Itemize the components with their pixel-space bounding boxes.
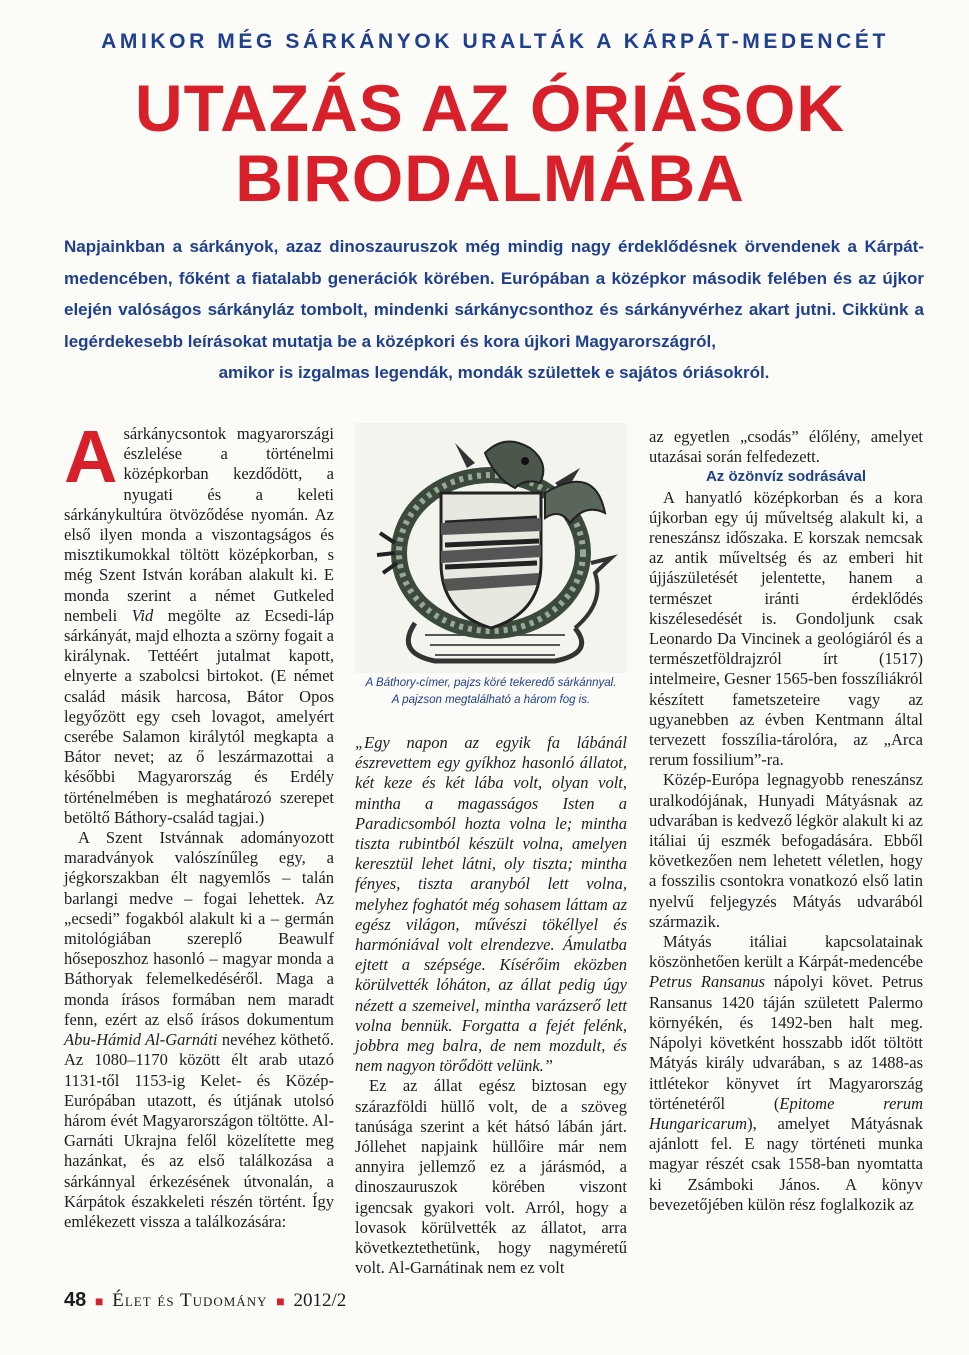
kicker: AMIKOR MÉG SÁRKÁNYOK URALTÁK A KÁRPÁT-MEDENCÉT [101, 30, 889, 53]
caption-line-2: A pajzson megtalálható a három fog is. [391, 694, 591, 706]
text: Mátyás itáliai kapcsolatainak köszönhetően került a Kárpát-medencébe [649, 932, 923, 972]
article-title-line-2: BIRODALMÁBA [235, 141, 745, 215]
paragraph [64, 415, 334, 828]
text: A Szent Istvánnak adományozott maradványok valószínűleg egy, a jégkorszakban élt nagyemlős – talán barlangi medve – fogai lehettek. Az „ecsedi” fogakból alakult ki a – germán mitológiában szereplő Beawulf hőseposzhoz hasonló – magyar monda a Báthoryak felemelkedéséről. Maga a monda írásos formában nem maradt fenn, ezért az első írásos dokumentum [64, 828, 334, 1029]
figure-caption [355, 675, 627, 709]
text: nápolyi követ. Petrus Ransanus 1420 táján született Palermo környékén, és 1492-ben halt meg. Nápolyi követként hosszabb időt töltött Mátyás király udvarában, s az 1488-as ittlétekor könyvet írt Magyarország történetéről ( [649, 972, 924, 1113]
book-title: Epitome rerum Hungaricarum [649, 1093, 923, 1133]
text: megölte az Ecsedi-láp sárkányát, majd elhozta a szörny fogait a királynak. Tettéért jutalmat kapott, elnyerte a szabolcsi birtokot. (E német család másik harcosa, Bátor Opos legyőzött egy cseh lovagot, amelyért cserébe Salamon királytól megkapta a Bátor nevet; az ő leszármazottai a későbbi Magyarország és Erdély történelmében is meghatározó szerepet betöltő Báthory-család tagjai.) [64, 605, 334, 827]
name: Petrus Ransanus [649, 972, 766, 992]
lead-last-line: amikor is izgalmas legendák, mondák születtek e sajátos óriásokról. [218, 363, 770, 382]
paragraph: az egyetlen „csodás” élőlény, amelyet utazásai során felfedezett. [649, 427, 923, 467]
lead-paragraph [64, 231, 924, 389]
page-footer [64, 1289, 346, 1312]
column-1 [64, 415, 334, 1232]
issue-number: 2012/2 [293, 1290, 347, 1311]
paragraph: Ez az állat egész biztosan egy szárazföldi hüllő volt, de a szöveg tanúsága szerint a két hátsó lábán járt. Jóllehet napjaink hüllőire már nem annyira jellemző ez a járásmód, a dinoszauruszok körében viszont igencsak gyakori volt. Arról, hogy a lovasok körülvették az állatot, arra következtethetünk, hogy nagyméretű volt. Al-Garnátinak nem ez volt [355, 1076, 627, 1278]
text: sárkánycsontok magyarországi észlelése a történelmi középkorban kezdődött, a nyugati és a keleti sárkánykultúra ötvöződése nyomán. Az első ilyen monda a viszontagságos és misztikumokkal töltött középkorban, s még Szent István korában alakult ki. E monda szerint a német Gutkeled nembeli [64, 424, 334, 625]
name: Abu-Hámid Al-Garnáti [64, 1030, 218, 1050]
article-title-line-1: UTAZÁS AZ ÓRIÁSOK [135, 71, 845, 145]
bathory-coat-of-arms-image [355, 423, 627, 673]
page-number: 48 [64, 1289, 87, 1311]
paragraph: Közép-Európa legnagyobb reneszánsz uralkodójának, Hunyadi Mátyásnak az udvarában is kedvező légkör alakult ki az itáliai új eszmék befogadására. Ebből következően nem lehetett véletlen, hogy a fosszilis csontokra vonatkozó első latin nyelvű feljegyzés Mátyás udvarából származik. [649, 770, 923, 931]
magazine-name: Élet és Tudomány [112, 1290, 268, 1311]
separator-square-icon: ■ [276, 1295, 285, 1310]
section-subheading: Az özönvíz sodrásával [705, 468, 867, 486]
drop-cap: A [64, 415, 118, 498]
column-3 [649, 427, 923, 1215]
caption-line-1: A Báthory-címer, pajzs köré tekeredő sárkánnyal. [365, 677, 617, 689]
name: Vid [131, 605, 154, 625]
lead-text: Napjainkban a sárkányok, azaz dinoszauruszok még mindig nagy érdeklődésnek örvendenek a Kárpát-medencében, főként a fiatalabb generációk körében. Európában a középkor második felében és az újkor elején valóságos sárkányláz tombolt, mindenki sárkánycsonthoz és sárkányvérhez akart jutni. Cikkünk a legérdekesebb leírásokat mutatja be a középkori és kora újkori Magyarországról, [64, 237, 924, 351]
text: nevéhez köthető. Az 1080–1170 között élt arab utazó 1131-től 1153-ig Kelet- és Közép-Európában utazott, és útjának utolsó három évét Magyarországon töltötte. Al-Garnáti Ukrajna felől közelítette meg hazánkat, és az első találkozása a sárkánnyal érkezésének útvonalán, a Kárpátok északkeleti részén történt. Így emlékezett vissza a találkozására: [64, 1030, 334, 1231]
paragraph: A hanyatló középkorban és a kora újkorban egy új műveltség alakult ki, a reneszánsz időszaka. E korszak nemcsak az antik műveltség és az emberi hit újjászületését jelentette, hanem a természet iránti érdeklődés kiszélesedését is. Gondoljunk csak Leonardo Da Vincinek a geológiáról és a természetföldrajzról írt (1517) intelmeire, Gesner 1565-ben fosszíliákról készített fametszeteire vagy az ugyanebben az évben Kentmann által tervezett fosszília-tárolóra, az „Arca rerum fossilium”-ra. [649, 487, 923, 770]
separator-square-icon: ■ [95, 1295, 104, 1310]
quotation: „Egy napon az egyik fa lábánál észrevettem egy gyíkhoz hasonló állatot, két keze és két lába volt, olyan volt, mintha a magasságos Isten a Paradicsomból hozta volna le; mintha tiszta rubintból készült volna, amelyen keresztül lehet látni, oly tiszta; mintha fényes, tiszta aranyból lett volna, melyhez foghatót még sohasem láttam az egész világon, művészi tökéllyel és harmóniával volt elrendezve. Ámulatba ejtett a szépsége. Kísérőim eközben körülvették lóháton, az állat pedig úgy nézett a szemeivel, mintha varázserő lett volna bennük. Forgatta a fejét felénk, jobbra meg balra, de nem mozdult, és nem nagyon törődött velünk.” [355, 733, 627, 1076]
paragraph [649, 932, 923, 1215]
column-2 [355, 733, 627, 1278]
paragraph [64, 828, 334, 1232]
text: ), amelyet Mátyásnak ajánlott fel. E nagy történeti munka magyar részét csak 1558-ban nyomtatta ki Zsámboki János. A könyv bevezetőjében külön rész foglalkozik az [649, 1113, 923, 1214]
